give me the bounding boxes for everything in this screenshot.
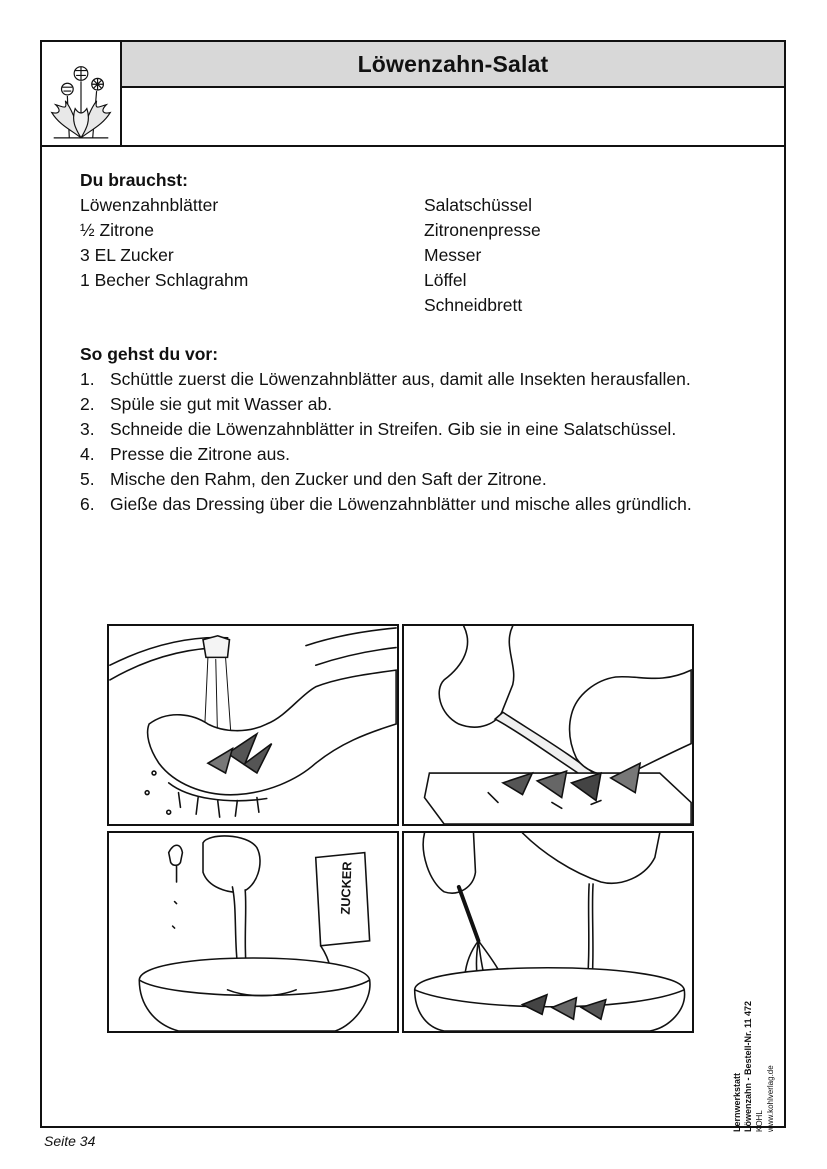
list-item: Messer [424, 245, 482, 265]
step-number: 5. [80, 469, 95, 489]
knife-cutting-leaves-illustration [402, 624, 694, 826]
list-item: Löwenzahnblätter [80, 195, 219, 215]
sugar-label: ZUCKER [337, 861, 355, 915]
list-item: 3 EL Zucker [80, 245, 174, 265]
dandelion-logo-icon [42, 42, 122, 147]
step-number: 6. [80, 494, 95, 514]
step-text: Schüttle zuerst die Löwenzahnblätter aus, damit alle Insekten herausfallen. [110, 369, 691, 389]
instructions-list [80, 367, 720, 517]
instructions-heading: So gehst du vor: [80, 344, 219, 364]
publisher-url: www.kohlverlag.de [766, 1065, 775, 1132]
tools-list [424, 193, 541, 318]
page-number: Seite 34 [44, 1133, 96, 1149]
imprint-line1: Lernwerkstatt [732, 1072, 742, 1132]
publisher-imprint [732, 902, 782, 1132]
pouring-cream-and-sugar-illustration [107, 831, 399, 1033]
hands-washing-leaves-illustration [107, 624, 399, 826]
step-text: Gieße das Dressing über die Löwenzahnblätter und mische alles gründlich. [110, 494, 692, 514]
list-item: Zitronenpresse [424, 220, 541, 240]
step-item [80, 367, 720, 392]
step-item [80, 417, 720, 442]
worksheet-frame [40, 40, 786, 1132]
step-text: Mische den Rahm, den Zucker und den Saft der Zitrone. [110, 469, 547, 489]
step-text: Presse die Zitrone aus. [110, 444, 290, 464]
step-number: 3. [80, 419, 95, 439]
illustration-grid [107, 624, 694, 1033]
whisking-dressing-illustration [402, 831, 694, 1033]
list-item: Löffel [424, 270, 467, 290]
step-text: Schneide die Löwenzahnblätter in Streifen. Gib sie in eine Salatschüssel. [110, 419, 677, 439]
header-divider [42, 145, 784, 147]
title-bar [122, 42, 784, 88]
list-item: ½ Zitrone [80, 220, 154, 240]
list-item: 1 Becher Schlagrahm [80, 270, 249, 290]
list-item: Salatschüssel [424, 195, 532, 215]
step-number: 1. [80, 369, 95, 389]
step-number: 4. [80, 444, 95, 464]
step-item [80, 392, 720, 417]
step-item [80, 492, 720, 517]
list-item: Schneidbrett [424, 295, 523, 315]
page-title: Löwenzahn-Salat [357, 50, 549, 77]
step-text: Spüle sie gut mit Wasser ab. [110, 394, 333, 414]
imprint-line2: Löwenzahn - Bestell-Nr. 11 472 [743, 1000, 753, 1132]
materials-heading: Du brauchst: [80, 170, 188, 190]
ingredients-list [80, 193, 248, 293]
step-item [80, 467, 720, 492]
publisher-logo-text: KOHL [755, 1110, 764, 1132]
step-item [80, 442, 720, 467]
step-number: 2. [80, 394, 95, 414]
